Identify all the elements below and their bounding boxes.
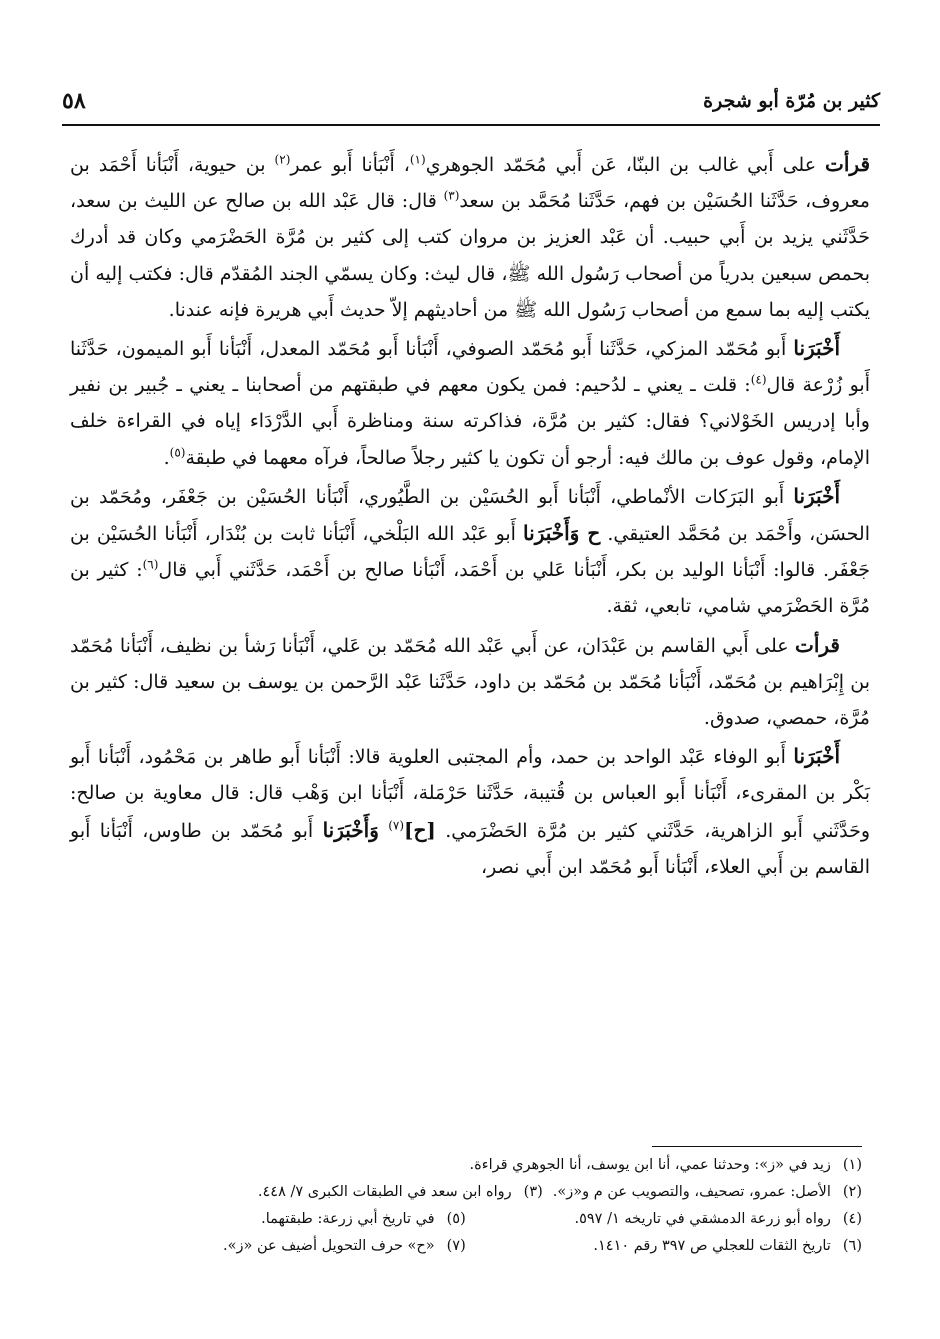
footnote-marker: (٧)	[388, 818, 405, 833]
text-run: أَبو البَرَكات الأنْماطي، أَنْبَأنا أَبو الحُسَيْن بن الطَّيُوري، أَنْبَأنا الحُسَيْن بن جَعْفَر، ومُحَمّد بن الحسَن، وأَحْمَد بن مُحَمَّد العتيقي.	[70, 485, 870, 546]
text-run: قال: قال عَبْد الله بن صالح عن الليث بن سعد، حَدَّثَني يزيد بن أَبي حبيب. أن عَبْد العزيز بن مروان كتب إلى كثير بن مُرَّة الحَضْرَمي وكان قد أدرك بحمص سبعين بدرياً من أصحاب رَسُول الله ﷺ، قال ليث: وكان يسمّي الجند المُقدّم قال: فكتب إليه أن يكتب إليه بما سمع من أصحاب رَسُول الله ﷺ من أحاديثهم إلاّ حديث أَبي هريرة فإنه عندنا.	[70, 190, 870, 321]
paragraph	[70, 738, 870, 885]
footnote-number: (٣)	[523, 1184, 543, 1200]
paragraph	[70, 478, 870, 625]
footnote-2	[553, 1179, 862, 1206]
paragraph-lead-word: أَخْبَرَنا	[793, 336, 840, 361]
footnote-number: (٤)	[842, 1211, 862, 1227]
footnote-marker: (٢)	[274, 152, 291, 167]
footnote-row	[100, 1179, 862, 1206]
text-run: أَبو مُحَمّد بن طاوس، أَنْبَأنا أَبو القاسم بن أَبي العلاء، أَنْبَأنا أَبو مُحَمّد ابن أَبي نصر،	[70, 819, 870, 878]
paragraph-lead-word: أَخْبَرَنا	[793, 483, 840, 508]
footnote-marker: (٦)	[142, 557, 159, 572]
footnote-5	[261, 1206, 466, 1233]
footnote-1	[100, 1152, 862, 1179]
footnote-4	[466, 1206, 862, 1233]
footnote-row	[100, 1206, 862, 1233]
paragraph-lead-word: أَخْبَرَنا	[793, 744, 840, 769]
footnotes-rule	[652, 1146, 862, 1147]
footnote-7	[223, 1233, 466, 1260]
footnote-row	[100, 1233, 862, 1260]
paragraph-lead-word: قرأت	[825, 152, 871, 176]
text-run: بن حيوية، أَنْبَأنا أَحْمَد بن معروف، حَدَّثَنا الحُسَيْن بن فهم، حَدَّثَنا مُحَمَّد بن سعد	[70, 154, 870, 213]
bold-phrase: [ح]	[404, 817, 436, 842]
footnotes	[100, 1152, 862, 1260]
text-run: .	[163, 446, 170, 469]
header-rule	[62, 124, 880, 126]
main-text	[70, 146, 870, 887]
paragraph-lead-word: قرأت	[795, 632, 840, 657]
text-run	[379, 820, 388, 842]
footnote-number: (٦)	[842, 1238, 862, 1254]
footnote-3	[258, 1179, 543, 1206]
footnote-number: (٥)	[446, 1211, 466, 1227]
text-run: أَبو عَبْد الله البَلْخي، أَنْبَأنا ثابت بن بُنْدَار، أَنْبَأنا الحُسَيْن بن جَعْفَر. قالوا: أَنْبَأنا الوليد بن بكر، أَنْبَأنا عَلي بن أَحْمَد، أَنْبَأنا صالح بن أَحْمَد، حَدَّثَني أَبي قال	[70, 523, 870, 582]
footnote-number: (٧)	[446, 1238, 466, 1254]
footnote-marker: (٤)	[750, 372, 767, 387]
footnote-text: رواه ابن سعد في الطبقات الكبرى ٧/ ٤٤٨.	[257, 1184, 512, 1200]
text-run: ، أَنْبَأنا أَبو عمر	[290, 154, 410, 176]
paragraph	[70, 330, 870, 476]
footnote-text: رواه أبو زرعة الدمشقي في تاريخه ١/ ٥٩٧.	[574, 1211, 831, 1227]
text-run: أَبو مُحَمّد المزكي، حَدَّثَنا أَبو مُحَمّد الصوفي، أَنْبَأنا أَبو مُحَمّد المعدل، أَنْبَأنا أَبو الميمون، حَدَّثَنا أَبو زُرْعة قال	[70, 338, 871, 397]
footnote-text: في تاريخ أبي زرعة: طبقتهما.	[261, 1211, 435, 1227]
footnote-marker: (١)	[409, 152, 426, 167]
text-run: أَبو الوفاء عَبْد الواحد بن حمد، وأم المجتبى العلوية قالا: أَنْبَأنا أَبو طاهر بن مَحْمُود، أَنْبَأنا أَبو بَكْر بن المقرىء، أَنْبَأنا أَبو العباس بن قُتيبة، حَدَّثَنا حَرْمَلة، أَنْبَأنا ابن وَهْب قال: قال معاوية بن صالح: وحَدَّثَني أَبو الزاهرية، حَدَّثَني كثير بن مُرَّة الحَضْرَمي.	[70, 746, 870, 842]
footnote-number: (٢)	[842, 1184, 862, 1200]
page-number: ٥٨	[62, 88, 86, 114]
paragraph	[70, 146, 870, 328]
footnote-number: (١)	[842, 1157, 862, 1173]
footnote-marker: (٣)	[443, 188, 460, 203]
text-run: على أَبي غالب بن البنّا، عَن أَبي مُحَمّد الجوهري	[425, 154, 826, 176]
footnote-text: تاريخ الثقات للعجلي ص ٣٩٧ رقم ١٤١٠.	[593, 1238, 831, 1254]
footnote-text: «ح» حرف التحويل أضيف عن «ز».	[223, 1238, 435, 1254]
text-run: : قلت ـ يعني ـ لدُحيم: فمن يكون معهم في طبقتهم من أصحابنا ـ يعني ـ جُبير بن نفير وأبا إدريس الخَوْلاني؟ فقال: كثير بن مُرَّة، فذاكرته سنة ومناظرة أَبي الدَّرْدَاء إياه في القراءة خلف الإمام، وقول عوف بن مالك فيه: أرجو أن تكون يا كثير رجلاً صالحاً، فرآه معهما في طبقة	[70, 374, 870, 469]
footnote-marker: (٥)	[169, 445, 186, 460]
footnote-row	[100, 1152, 862, 1179]
bold-phrase: ح وَأَخْبَرَنا	[523, 521, 601, 546]
footnote-text: الأصل: عمرو، تصحيف، والتصويب عن م و«ز».	[552, 1184, 831, 1200]
bold-phrase: وَأَخْبَرَنا	[322, 817, 379, 842]
text-run: على أَبي القاسم بن عَبْدَان، عن أَبي عَبْد الله مُحَمّد بن عَلي، أَنْبَأنا رَشأ بن نظيف، أَنْبَأنا مُحَمّد بن إِبْرَاهيم بن مُحَمّد، أَنْبَأنا مُحَمّد بن مُحَمّد بن داود، حَدَّثَنا عَبْد الرَّحمن بن يوسف بن سعيد قال: كثير بن مُرَّة، حمصي، صدوق.	[70, 634, 870, 730]
paragraph	[70, 627, 870, 737]
running-title: كثير بن مُرّة أبو شجرة	[703, 90, 880, 112]
page-header	[62, 82, 880, 120]
footnote-text: زيد في «ز»: وحدثنا عمي، أنا ابن يوسف، أنا الجوهري قراءة.	[469, 1157, 831, 1173]
footnote-6	[466, 1233, 862, 1260]
text-run: : كثير بن مُرَّة الحَضْرَمي شامي، تابعي، ثقة.	[70, 559, 870, 618]
